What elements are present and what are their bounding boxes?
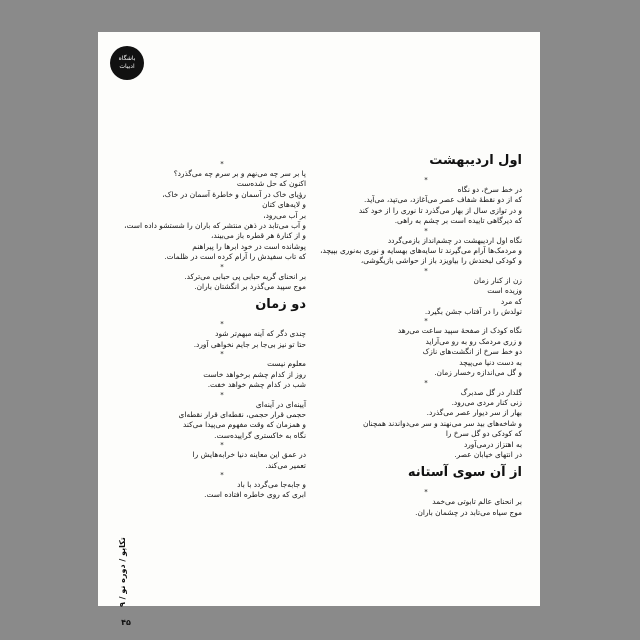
- poem-line: آیینه‌ای در آینه‌ای: [255, 399, 306, 409]
- stanza-separator-icon: *: [424, 266, 428, 275]
- left-column: [124, 160, 306, 501]
- stanza-separator-icon: *: [424, 488, 428, 497]
- poem-line: موج سیاه می‌تابد در چشمان باران.: [415, 507, 522, 517]
- magazine-logo: [110, 46, 144, 80]
- poem-line: در خط سرخ، دو نگاه: [457, 185, 522, 194]
- poem-line: روز از کدام چشم برخواهد خاست: [203, 369, 306, 379]
- poem-line: در عمق این معاینه دنیا خرابه‌هایش را: [192, 450, 306, 460]
- stanza-separator-icon: *: [220, 262, 224, 271]
- poem-title: دو زمان: [255, 297, 306, 313]
- poem-line: موج سپید می‌گذرد بر انگشتان باران.: [194, 282, 306, 292]
- poem-line: بهار از سر دیوار عصر می‌گذرد.: [426, 408, 522, 418]
- poem-line: که تاب سفیدش را آرام کرده است در ظلمات.: [164, 252, 306, 262]
- poem-line: که مرد: [500, 296, 522, 306]
- stanza-separator-icon: *: [220, 320, 224, 329]
- poem-line: و از کنارهٔ هر قطره باز می‌بیند،: [210, 231, 306, 241]
- journal-sidebar-label: تکاپو / دوره نو / ۹: [118, 537, 127, 607]
- poem-line: گلدار در گل صدبرگ: [460, 387, 522, 397]
- poem-line: که دیرگاهی تاییده است بر چشم به راهی.: [394, 216, 522, 226]
- poem-line: زنی کنار مردی می‌رود.: [451, 397, 522, 407]
- poem-line: بر انحنای گریه حبابی پی حبابی می‌ترکد.: [184, 271, 306, 281]
- poem-line: و در توازی سال از بهار می‌گذرد تا نوری را از خود کند: [358, 205, 522, 215]
- poem-line: و جابه‌جا می‌گردد با باد: [237, 479, 306, 489]
- poem-line: تعمیر می‌کند.: [265, 460, 306, 470]
- poem-line: چندی دگر که آینه مبهم‌تر شود: [215, 329, 306, 339]
- document-page: [98, 32, 540, 627]
- poem-line: به دست دنیا می‌پیچد: [459, 357, 522, 367]
- poem-title: از آن سوی آستانه: [407, 465, 522, 481]
- poem-line: وزیده است: [487, 286, 522, 296]
- logo-line-2: ادبیات: [119, 63, 135, 70]
- poem-line: که کودکی دو گل سرخ را: [445, 429, 522, 439]
- poem-line: نگاه به خاکستری گراییده‌ست.: [214, 430, 306, 440]
- poem-line: و لایه‌های کتان: [262, 200, 306, 210]
- stanza-separator-icon: *: [220, 350, 224, 359]
- stanza-separator-icon: *: [424, 176, 428, 184]
- poem-line: و آب می‌تابد در ذهن منتشر که باران را شستشو داده است،: [124, 221, 306, 231]
- poem-line: بر انحنای عالم تابوتی می‌خمد: [432, 497, 522, 507]
- poem-line: و شاخه‌های بید سر می‌نهند و سر می‌دواندند همچنان: [363, 418, 522, 428]
- poem-line: زن از کنار زمان: [473, 275, 522, 285]
- stanza-separator-icon: *: [424, 226, 428, 235]
- poem-line: و همزمان که وقت مفهوم می‌پیدا می‌کند: [183, 420, 306, 430]
- poem-line: پوشانده است در خود ابرها را پیراهنم: [192, 241, 306, 251]
- poem-line: معلوم نیست: [267, 359, 306, 369]
- poem-title: اول اردیبهشت: [429, 153, 522, 168]
- poem-line: ابری که روی خاطره افتاده است.: [204, 490, 306, 500]
- poem-line: حتا تو نیز بی‌جا بر جایم نخواهی آورد.: [193, 339, 306, 349]
- poem-line: دو خط سرخ از انگشت‌های نازک: [422, 347, 522, 357]
- stanza-separator-icon: *: [424, 317, 428, 326]
- poem-line: در انتهای خیابان عصر.: [454, 449, 522, 459]
- stanza-separator-icon: *: [220, 160, 224, 168]
- poem-line: به اهتزاز درمی‌آورد: [463, 439, 522, 449]
- poem-line: تولدش را در آفتاب جشن بگیرد.: [424, 307, 522, 317]
- poem-line: شب در کدام چشم خواهد خفت.: [207, 380, 306, 390]
- poem-line: پا بر سر چه می‌نهم و بر سرم چه می‌گذرد؟: [173, 169, 306, 178]
- stanza-separator-icon: *: [220, 470, 224, 479]
- poem-line: بر آب می‌رود،: [263, 210, 306, 220]
- poem-line: و گل می‌اندازه رخسار زمان.: [434, 368, 522, 378]
- stanza-separator-icon: *: [424, 378, 428, 387]
- poem-line: نگاه کودک از صفحهٔ سپید ساعت می‌رهد: [397, 326, 522, 336]
- stanza-separator-icon: *: [220, 390, 224, 399]
- poem-line: و زری مردمک رو به رو می‌آراید: [425, 336, 522, 346]
- page-number: ۴۵: [121, 618, 131, 627]
- poem-line: نگاه اول اردیبهشت در چشم‌انداز بازمی‌گردد: [387, 235, 522, 245]
- poem-line: و مردمک‌ها آرام می‌گیرند تا سایه‌های بهسایه و نوری به‌نوری بپیچد،: [320, 246, 522, 256]
- stanza-separator-icon: *: [220, 441, 224, 450]
- right-column: [320, 148, 522, 518]
- poem-line: رؤیای خاک در آسمان و خاطرهٔ آسمان در خاک،: [162, 189, 306, 199]
- poem-line: که از دو نقطهٔ شفاف عصر می‌آغازد، می‌تپد، می‌آید.: [364, 195, 522, 205]
- poem-line: و کودکی لبخندش را بیاویزد باز از حواشی بازیگوشی،: [360, 256, 522, 266]
- poem-line: حجمی قرار حجمی، نقطه‌ای قرار نقطه‌ای: [178, 409, 306, 419]
- poem-line: اکنون که حل شده‌ست: [236, 179, 306, 189]
- logo-line-1: باشگاه: [118, 55, 136, 62]
